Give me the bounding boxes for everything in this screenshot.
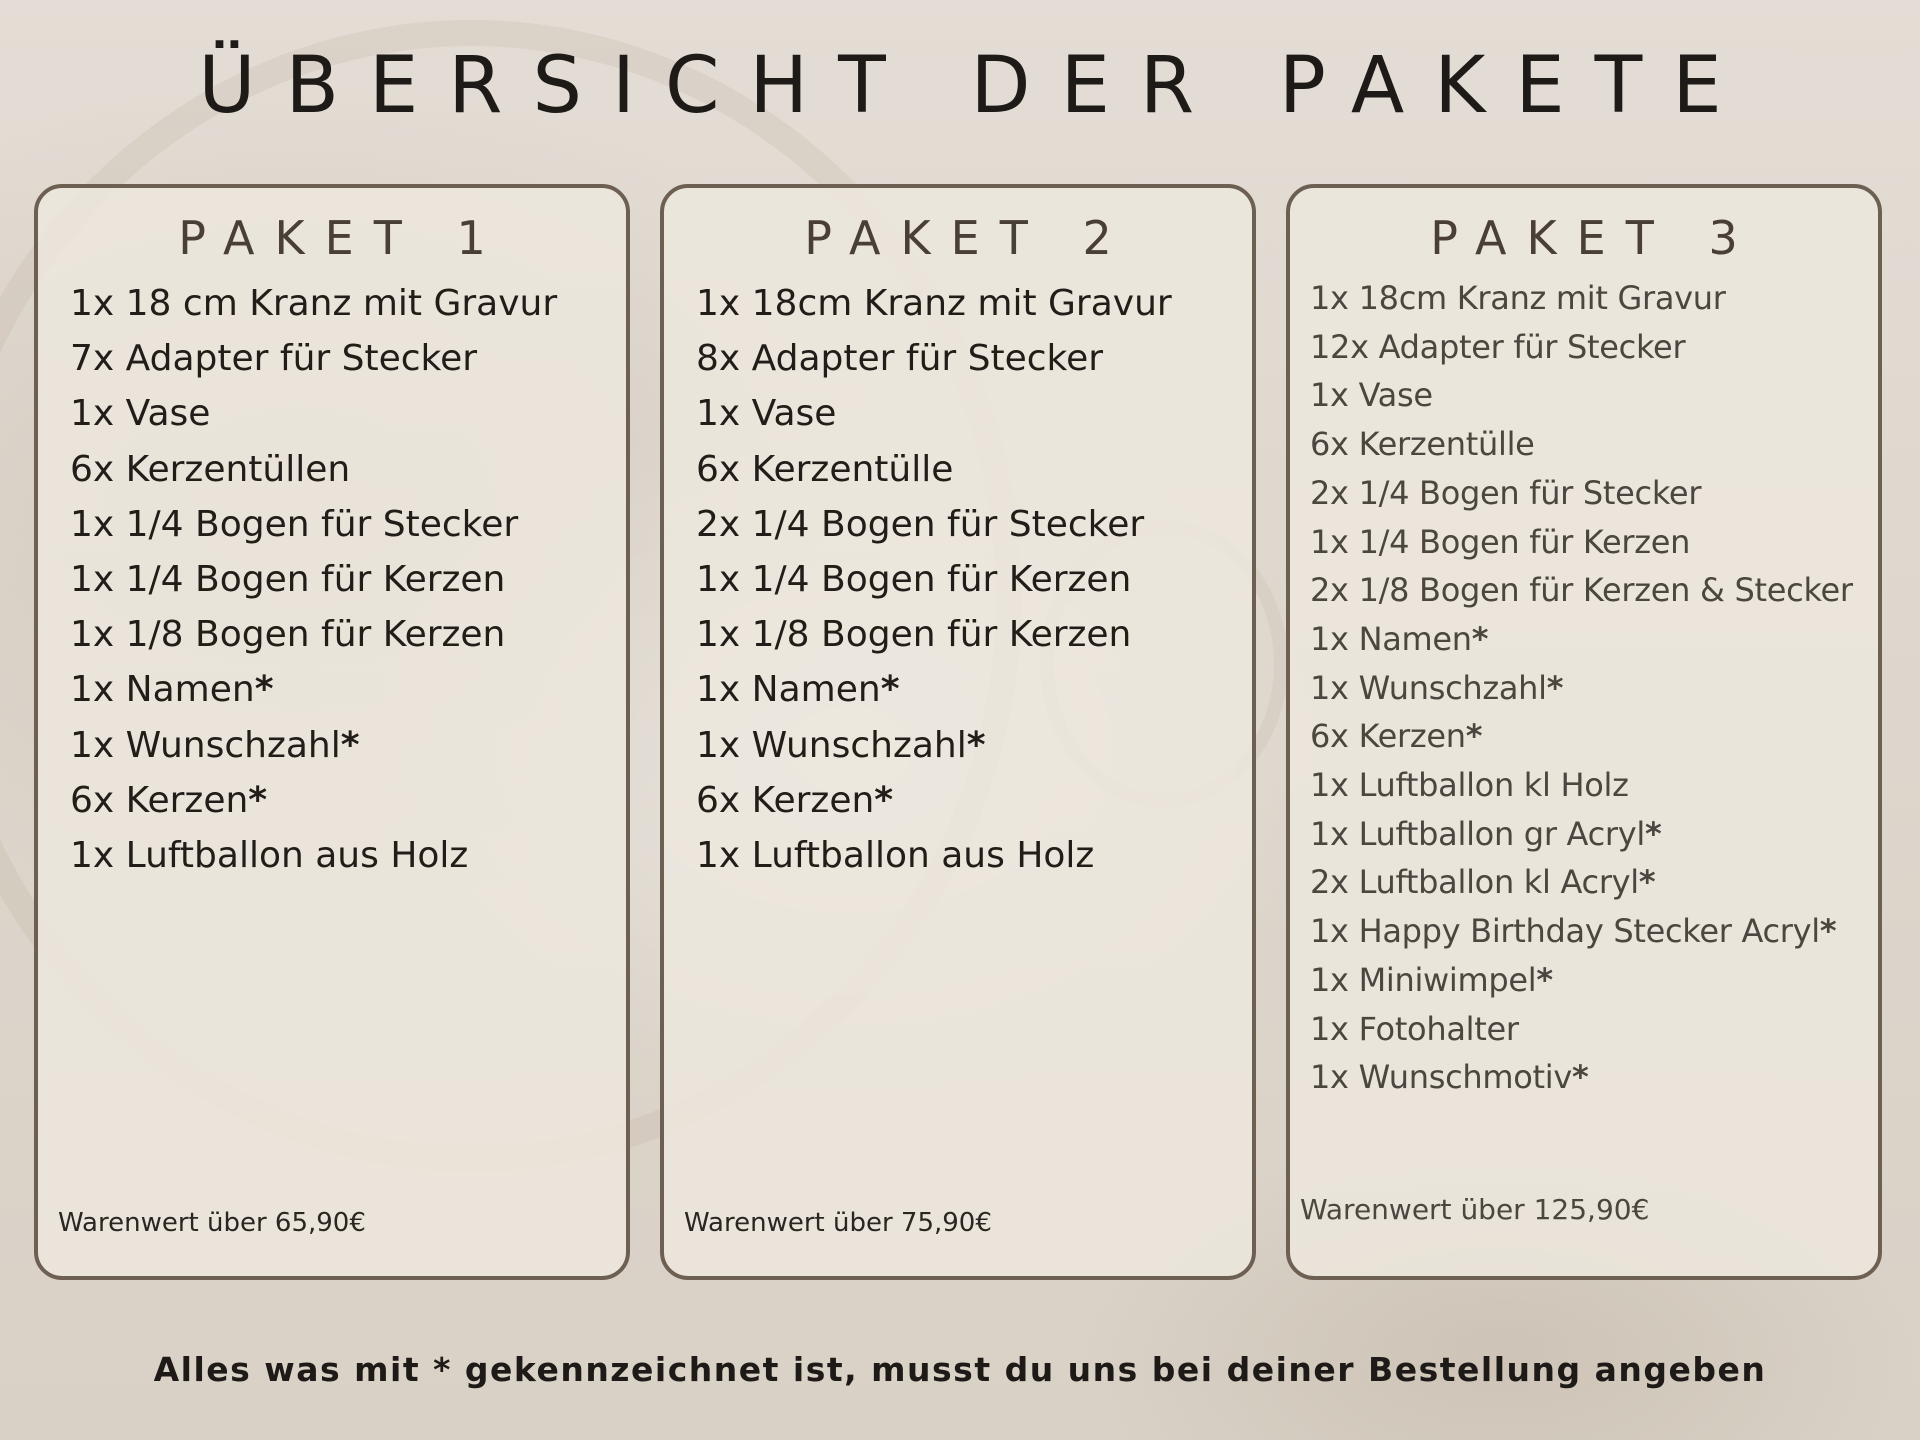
list-item: 1x 18cm Kranz mit Gravur xyxy=(1310,279,1726,317)
list-item: 1x Vase xyxy=(70,393,211,435)
list-item: 1x 1/4 Bogen für Kerzen xyxy=(696,559,1132,601)
list-item: 1x 1/4 Bogen für Kerzen xyxy=(70,559,506,601)
package-item-list xyxy=(70,276,616,883)
list-item: 1x Happy Birthday Stecker Acryl* xyxy=(1310,912,1837,951)
list-item: 1x Fotohalter xyxy=(1310,1009,1519,1048)
footer-note: Alles was mit * gekennzeichnet ist, musst du uns bei deiner Bestellung angeben xyxy=(153,1350,1767,1389)
list-item: 12x Adapter für Stecker xyxy=(1310,327,1686,366)
list-item: 1x Wunschzahl* xyxy=(1310,668,1564,707)
list-item: 1x 18cm Kranz mit Gravur xyxy=(696,283,1172,324)
list-item: 1x Miniwimpel* xyxy=(1310,960,1553,999)
list-item: 1x Luftballon aus Holz xyxy=(70,835,469,877)
package-card-3 xyxy=(1286,184,1882,1280)
list-item: 6x Kerzen* xyxy=(70,779,268,821)
list-item: 6x Kerzentülle xyxy=(1310,425,1535,464)
list-item: 1x 18 cm Kranz mit Gravur xyxy=(70,283,558,324)
package-title: PAKET 2 xyxy=(804,211,1132,265)
list-item: 1x Luftballon aus Holz xyxy=(696,835,1095,877)
package-value: Warenwert über 75,90€ xyxy=(684,1208,992,1238)
list-item: 1x Namen* xyxy=(696,669,900,711)
package-value: Warenwert über 125,90€ xyxy=(1300,1193,1650,1226)
list-item: 1x 1/4 Bogen für Kerzen xyxy=(1310,522,1691,561)
list-item: 1x Luftballon gr Acryl* xyxy=(1310,814,1662,853)
page-title: ÜBERSICHT DER PAKETE xyxy=(198,41,1752,131)
list-item: 1x Vase xyxy=(696,393,837,435)
package-card-2 xyxy=(660,184,1256,1280)
list-item: 6x Kerzentülle xyxy=(696,448,954,490)
package-title: PAKET 1 xyxy=(178,211,506,265)
list-item: 1x 1/4 Bogen für Stecker xyxy=(70,503,519,545)
package-item-list xyxy=(1310,274,1872,1102)
list-item: 1x Wunschzahl* xyxy=(696,724,986,766)
list-item: 1x Vase xyxy=(1310,376,1433,415)
list-item: 2x 1/8 Bogen für Kerzen & Stecker xyxy=(1310,571,1853,610)
list-item: 1x Namen* xyxy=(70,669,274,711)
package-value: Warenwert über 65,90€ xyxy=(58,1208,366,1238)
package-title: PAKET 3 xyxy=(1430,211,1758,265)
list-item: 1x Luftballon kl Holz xyxy=(1310,766,1629,805)
list-item: 6x Kerzen* xyxy=(1310,717,1483,756)
list-item: 1x Namen* xyxy=(1310,619,1489,658)
list-item: 2x 1/4 Bogen für Stecker xyxy=(696,503,1145,545)
list-item: 8x Adapter für Stecker xyxy=(696,338,1104,380)
list-item: 1x 1/8 Bogen für Kerzen xyxy=(70,614,506,656)
list-item: 1x Wunschmotiv* xyxy=(1310,1058,1589,1097)
package-card-1 xyxy=(34,184,630,1280)
list-item: 6x Kerzen* xyxy=(696,779,894,821)
list-item: 7x Adapter für Stecker xyxy=(70,338,478,380)
list-item: 2x 1/4 Bogen für Stecker xyxy=(1310,473,1702,512)
list-item: 2x Luftballon kl Acryl* xyxy=(1310,863,1656,902)
list-item: 6x Kerzentüllen xyxy=(70,448,351,490)
package-item-list xyxy=(696,276,1242,883)
list-item: 1x 1/8 Bogen für Kerzen xyxy=(696,614,1132,656)
list-item: 1x Wunschzahl* xyxy=(70,724,360,766)
